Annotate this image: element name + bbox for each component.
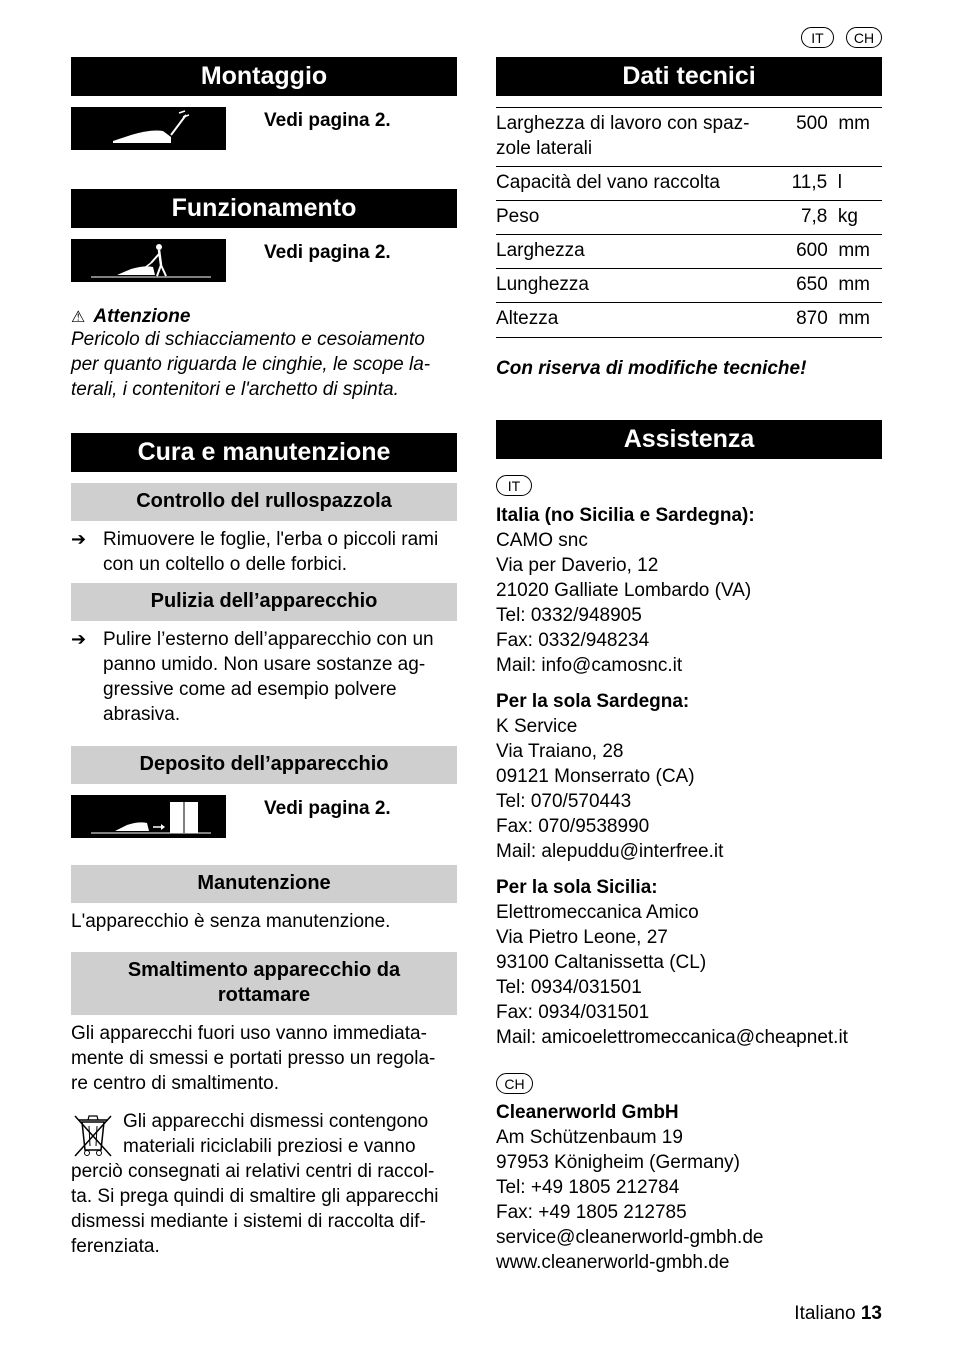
- contact-sicilia: [496, 875, 848, 1050]
- spec-unit: l: [837, 172, 842, 193]
- funzionamento-see-page: Vedi pagina 2.: [264, 242, 391, 263]
- pulizia-instruction: [71, 627, 461, 727]
- contact-heading: Per la sola Sardegna:: [496, 691, 690, 712]
- section-funzionamento-title: Funzionamento: [71, 189, 457, 228]
- spec-label: zole laterali: [496, 138, 593, 159]
- paragraph-line: ta. Si prega quindi di smaltire gli apparecchi: [71, 1186, 439, 1207]
- paragraph-line: ferenziata.: [71, 1236, 160, 1257]
- badge-it: IT: [801, 27, 834, 48]
- instruction-line: panno umido. Non usare sostanze ag-: [103, 654, 426, 675]
- spec-value: 500: [796, 113, 828, 134]
- contact-line: Fax: +49 1805 212785: [496, 1202, 687, 1223]
- subsection-pulizia-title: Pulizia dell’apparecchio: [71, 583, 457, 621]
- section-montaggio-title: Montaggio: [71, 57, 457, 96]
- contact-line: Fax: 0934/031501: [496, 1002, 650, 1023]
- contact-line: Elettromeccanica Amico: [496, 902, 699, 923]
- contact-line: Tel: 070/570443: [496, 791, 632, 812]
- spec-value: 600: [796, 240, 828, 261]
- subsection-deposito-title: Deposito dell’apparecchio: [71, 746, 457, 784]
- footer-language: Italiano: [794, 1303, 856, 1324]
- paragraph-line: dismessi mediante i sistemi di raccolta dif-: [71, 1211, 426, 1232]
- arrow-right-icon: ➔: [71, 529, 87, 549]
- badge-ch: CH: [846, 27, 882, 48]
- contact-line: K Service: [496, 716, 578, 737]
- contact-italia: [496, 503, 755, 678]
- spec-unit: kg: [837, 206, 858, 227]
- badge-it: IT: [496, 475, 532, 496]
- contact-heading: Per la sola Sicilia:: [496, 877, 658, 898]
- contact-line: Fax: 0332/948234: [496, 630, 650, 651]
- spec-label: Peso: [496, 206, 540, 227]
- contact-line: Via Pietro Leone, 27: [496, 927, 668, 948]
- arrow-right-icon: ➔: [71, 629, 87, 649]
- contact-line: Tel: +49 1805 212784: [496, 1177, 680, 1198]
- contact-line[interactable]: Mail: alepuddu@interfree.it: [496, 841, 724, 862]
- contact-line: 09121 Monserrato (CA): [496, 766, 695, 787]
- warning-line: Pericolo di schiacciamento e cesoiamento: [71, 329, 425, 350]
- instruction-line: Pulire l’esterno dell’apparecchio con un: [103, 629, 434, 650]
- contact-line: 93100 Caltanissetta (CL): [496, 952, 707, 973]
- controllo-instruction: [71, 527, 461, 577]
- warning-line: per quanto riguarda le cinghie, le scope la-: [71, 354, 431, 375]
- subsection-controllo-title: Controllo del rullospazzola: [71, 483, 457, 521]
- spec-label: Altezza: [496, 308, 559, 329]
- spec-row: [496, 268, 882, 303]
- spec-unit: mm: [838, 274, 870, 295]
- spec-value: 650: [796, 274, 828, 295]
- contact-switzerland: [496, 1100, 763, 1275]
- operation-illustration: [71, 239, 226, 282]
- instruction-line: con un coltello o delle forbici.: [103, 554, 347, 575]
- subsection-smaltimento-title: [71, 952, 457, 1015]
- title-line: Smaltimento apparecchio da: [127, 959, 401, 981]
- spec-value: 7,8: [800, 206, 828, 227]
- contact-line[interactable]: www.cleanerworld-gmbh.de: [496, 1252, 730, 1273]
- page-footer: [780, 1301, 882, 1326]
- contact-line: Am Schützenbaum 19: [496, 1127, 683, 1148]
- contact-line: 97953 Königheim (Germany): [496, 1152, 740, 1173]
- storage-illustration: [71, 795, 226, 838]
- spec-row: [496, 166, 882, 201]
- contact-line: Via Traiano, 28: [496, 741, 624, 762]
- warning-triangle-icon: ⚠: [71, 309, 86, 326]
- warning-text: [71, 327, 461, 402]
- badge-ch: CH: [496, 1073, 533, 1094]
- assembly-illustration: [71, 107, 226, 150]
- contact-line: Fax: 070/9538990: [496, 816, 650, 837]
- contact-line: Via per Daverio, 12: [496, 555, 659, 576]
- section-dati-tecnici-title: Dati tecnici: [496, 57, 882, 96]
- contact-heading: Italia (no Sicilia e Sardegna):: [496, 505, 755, 526]
- spec-row: [496, 302, 882, 338]
- smaltimento-paragraph-1: [71, 1021, 461, 1096]
- paragraph-line: Gli apparecchi fuori uso vanno immediata-: [71, 1023, 427, 1044]
- contact-heading: Cleanerworld GmbH: [496, 1102, 679, 1123]
- contact-line: Tel: 0332/948905: [496, 605, 642, 626]
- spec-label: Capacità del vano raccolta: [496, 172, 720, 193]
- contact-line[interactable]: service@cleanerworld-gmbh.de: [496, 1227, 764, 1248]
- deposito-see-page: Vedi pagina 2.: [264, 798, 391, 819]
- spec-value: 870: [796, 308, 828, 329]
- instruction-line: abrasiva.: [103, 704, 181, 725]
- spec-label: Lunghezza: [496, 274, 589, 295]
- spec-unit: mm: [838, 240, 870, 261]
- contact-line: 21020 Galliate Lombardo (VA): [496, 580, 752, 601]
- contact-line[interactable]: Mail: amicoelettromeccanica@cheapnet.it: [496, 1027, 848, 1048]
- paragraph-line: re centro di smaltimento.: [71, 1073, 280, 1094]
- manutenzione-text: L'apparecchio è senza manutenzione.: [71, 911, 391, 932]
- section-assistenza-title: Assistenza: [496, 420, 882, 459]
- contact-line: CAMO snc: [496, 530, 588, 551]
- smaltimento-paragraph-2: [71, 1109, 466, 1259]
- title-line: rottamare: [217, 984, 311, 1006]
- spec-value: 11,5: [791, 172, 828, 193]
- spec-row: [496, 200, 882, 235]
- paragraph-line: materiali riciclabili preziosi e vanno: [123, 1136, 416, 1157]
- paragraph-line: Gli apparecchi dismessi contengono: [123, 1111, 429, 1132]
- instruction-line: gressive come ad esempio polvere: [103, 679, 397, 700]
- technical-note: Con riserva di modifiche tecniche!: [496, 358, 807, 379]
- page-number: 13: [860, 1303, 882, 1324]
- contact-sardegna: [496, 689, 723, 864]
- contact-line: Tel: 0934/031501: [496, 977, 642, 998]
- montaggio-see-page: Vedi pagina 2.: [264, 110, 391, 131]
- paragraph-line: perciò consegnati ai relativi centri di raccol-: [71, 1161, 435, 1182]
- spec-row: [496, 234, 882, 269]
- paragraph-line: mente di smessi e portati presso un regola-: [71, 1048, 436, 1069]
- spec-unit: mm: [838, 113, 870, 134]
- warning-title: Attenzione: [93, 306, 191, 327]
- contact-line[interactable]: Mail: info@camosnc.it: [496, 655, 683, 676]
- spec-label: Larghezza: [496, 240, 585, 261]
- section-cura-title: Cura e manutenzione: [71, 433, 457, 472]
- spec-row: [496, 107, 882, 167]
- warning-line: terali, i contenitori e l'archetto di spinta.: [71, 379, 399, 400]
- spec-unit: mm: [838, 308, 870, 329]
- instruction-line: Rimuovere le foglie, l'erba o piccoli rami: [103, 529, 439, 550]
- spec-label: Larghezza di lavoro con spaz-: [496, 113, 750, 134]
- subsection-manutenzione-title: Manutenzione: [71, 865, 457, 903]
